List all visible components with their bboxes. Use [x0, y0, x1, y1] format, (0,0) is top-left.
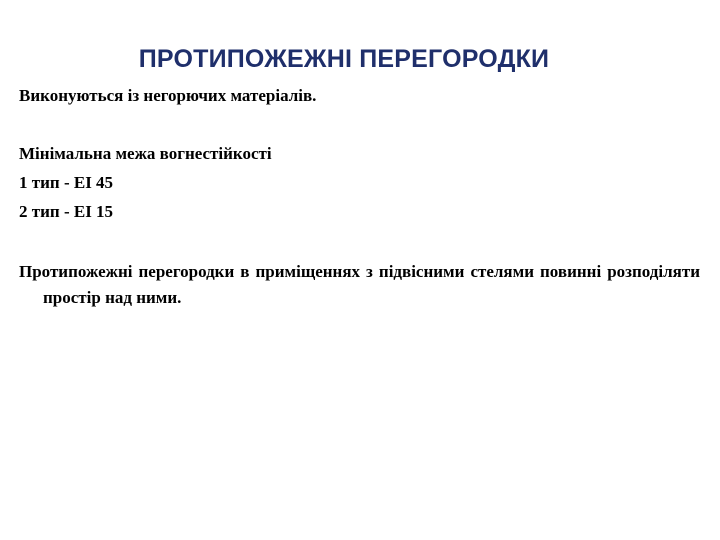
type-1-rating: 1 тип - ЕІ 45	[19, 173, 114, 192]
materials-text: Виконуються із негорючих матеріалів.	[19, 86, 317, 105]
slide-title: ПРОТИПОЖЕЖНІ ПЕРЕГОРОДКИ	[138, 45, 550, 73]
suspended-ceiling-paragraph: Протипожежні перегородки в приміщеннях з підвісними стелями повинні розподіляти простір над ними.	[19, 262, 700, 307]
type-2-rating: 2 тип - ЕІ 15	[19, 202, 114, 221]
fire-resistance-heading: Мінімальна межа вогнестійкості	[19, 144, 272, 163]
